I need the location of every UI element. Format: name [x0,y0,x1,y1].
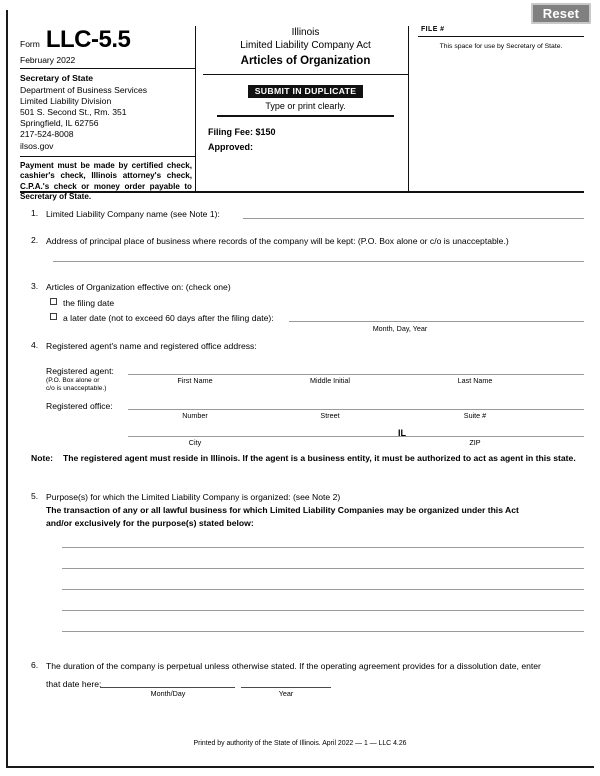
item-2-input-line[interactable] [53,261,584,262]
item-5-input-line-5[interactable] [62,631,584,632]
checkbox-filing-date-label: the filing date [63,298,115,308]
form-code: LLC-5.5 [45,26,131,53]
header-middle-column [203,26,408,152]
item-5-input-line-1[interactable] [62,547,584,548]
header-divider-left [195,26,196,193]
item-5-number: 5. [31,491,39,501]
state-name: Illinois [291,27,320,38]
header-divider-right [408,26,409,193]
header-left-rule-1 [20,68,195,69]
header-middle-rule-1 [203,74,408,75]
header-right-column [418,26,584,50]
department-name: Department of Business Services [20,84,148,95]
item-3-label: Articles of Organization effective on: (check one) [46,282,231,292]
agency-phone: 217-524-8008 [20,129,74,140]
file-number-label: FILE # [421,26,445,33]
type-or-print-instruction: Type or print clearly. [265,101,346,111]
file-number-rule [418,36,584,37]
form-revision-date: February 2022 [20,55,76,65]
item-6-label: The duration of the company is perpetual unless otherwise stated. If the operating agreement provides for a dissolution date, enter [46,661,541,671]
submit-in-duplicate-banner: SUBMIT IN DUPLICATE [248,85,364,99]
header-left-rule-2 [20,156,195,157]
item-5-input-line-4[interactable] [62,610,584,611]
agency-website: ilsos.gov [20,140,54,151]
act-name: Limited Liability Company Act [240,40,371,51]
registered-agent-label: Registered agent: [46,366,114,376]
form-identifier [20,26,195,54]
state-abbreviation: IL [398,428,406,438]
submit-duplicate-banner-wrap [203,81,408,99]
division-name: Limited Liability Division [20,95,112,106]
caption-zip: ZIP [469,438,481,447]
checkbox-later-date[interactable] [50,313,57,320]
payment-instructions: Payment must be made by certified check, cashier's check, Illinois attorney's check, C.P.A.'s check or money order payable to Secretary of State. [20,160,192,201]
caption-first-name: First Name [177,376,213,385]
header-middle-rule-2 [217,115,394,117]
caption-suite: Suite # [463,411,487,420]
caption-number: Number [182,411,208,420]
caption-year: Year [278,689,294,698]
caption-last-name: Last Name [457,376,493,385]
item-1-number: 1. [31,208,39,218]
filing-fee: Filing Fee: $150 [208,127,276,137]
registered-office-input-line[interactable] [128,409,584,410]
caption-month-day: Month/Day [150,689,186,698]
item-2-number: 2. [31,235,39,245]
registered-agent-sublabel-line-2: c/o is unacceptable.) [46,385,107,392]
approved-label: Approved: [208,142,253,152]
caption-street: Street [320,411,340,420]
header-left-column [20,26,195,202]
registered-agent-sublabel-line-1: (P.O. Box alone or [46,377,100,384]
item-1-input-line[interactable] [243,218,584,219]
caption-middle-initial: Middle Initial [310,376,350,385]
caption-city: City [188,438,202,447]
checkbox-filing-date[interactable] [50,298,57,305]
item-4-note-label: Note: [31,453,53,463]
form-word-label: Form [20,39,40,49]
item-5-input-line-3[interactable] [62,589,584,590]
item-3-later-date-input-line[interactable] [289,321,584,322]
item-4-number: 4. [31,340,39,350]
reset-button[interactable]: Reset [531,3,591,24]
item-4-note-text: The registered agent must reside in Illinois. If the agent is a business entity, it must be authorized to act as agent in this state. [63,453,576,463]
agency-address-line-1: 501 S. Second St., Rm. 351 [20,106,127,117]
registered-agent-input-line[interactable] [128,374,584,375]
agency-name: Secretary of State [20,73,94,83]
item-6-label-line-2: that date here: [46,679,102,689]
item-4-label: Registered agent's name and registered office address: [46,341,257,351]
item-6-month-day-input-line[interactable] [100,687,235,688]
item-1-label: Limited Liability Company name (see Note 1): [46,209,220,219]
item-3-date-caption: Month, Day, Year [372,324,428,333]
item-6-year-input-line[interactable] [241,687,331,688]
form-title: Articles of Organization [240,55,371,67]
registered-office-city-input-line[interactable] [128,436,584,437]
item-3-number: 3. [31,281,39,291]
form-header-box [20,26,584,201]
item-5-bold-line-2: and/or exclusively for the purpose(s) stated below: [46,518,254,528]
item-5-label: Purpose(s) for which the Limited Liability Company is organized: (see Note 2) [46,492,341,502]
item-5-input-line-2[interactable] [62,568,584,569]
item-5-bold-line-1: The transaction of any or all lawful business for which Limited Liability Companies may be organized under this Act [46,505,519,515]
checkbox-later-date-label: a later date (not to exceed 60 days after the filing date): [63,313,274,323]
item-6-number: 6. [31,660,39,670]
registered-office-label: Registered office: [46,401,113,411]
item-2-label: Address of principal place of business where records of the company will be kept: (P.O. Box alone or c/o is unacceptable.) [46,236,509,246]
office-use-note: This space for use by Secretary of State. [439,43,563,50]
agency-address-line-2: Springfield, IL 62756 [20,118,99,129]
footer-print-authority: Printed by authority of the State of Illinois. April 2022 — 1 — LLC 4.26 [193,740,407,747]
